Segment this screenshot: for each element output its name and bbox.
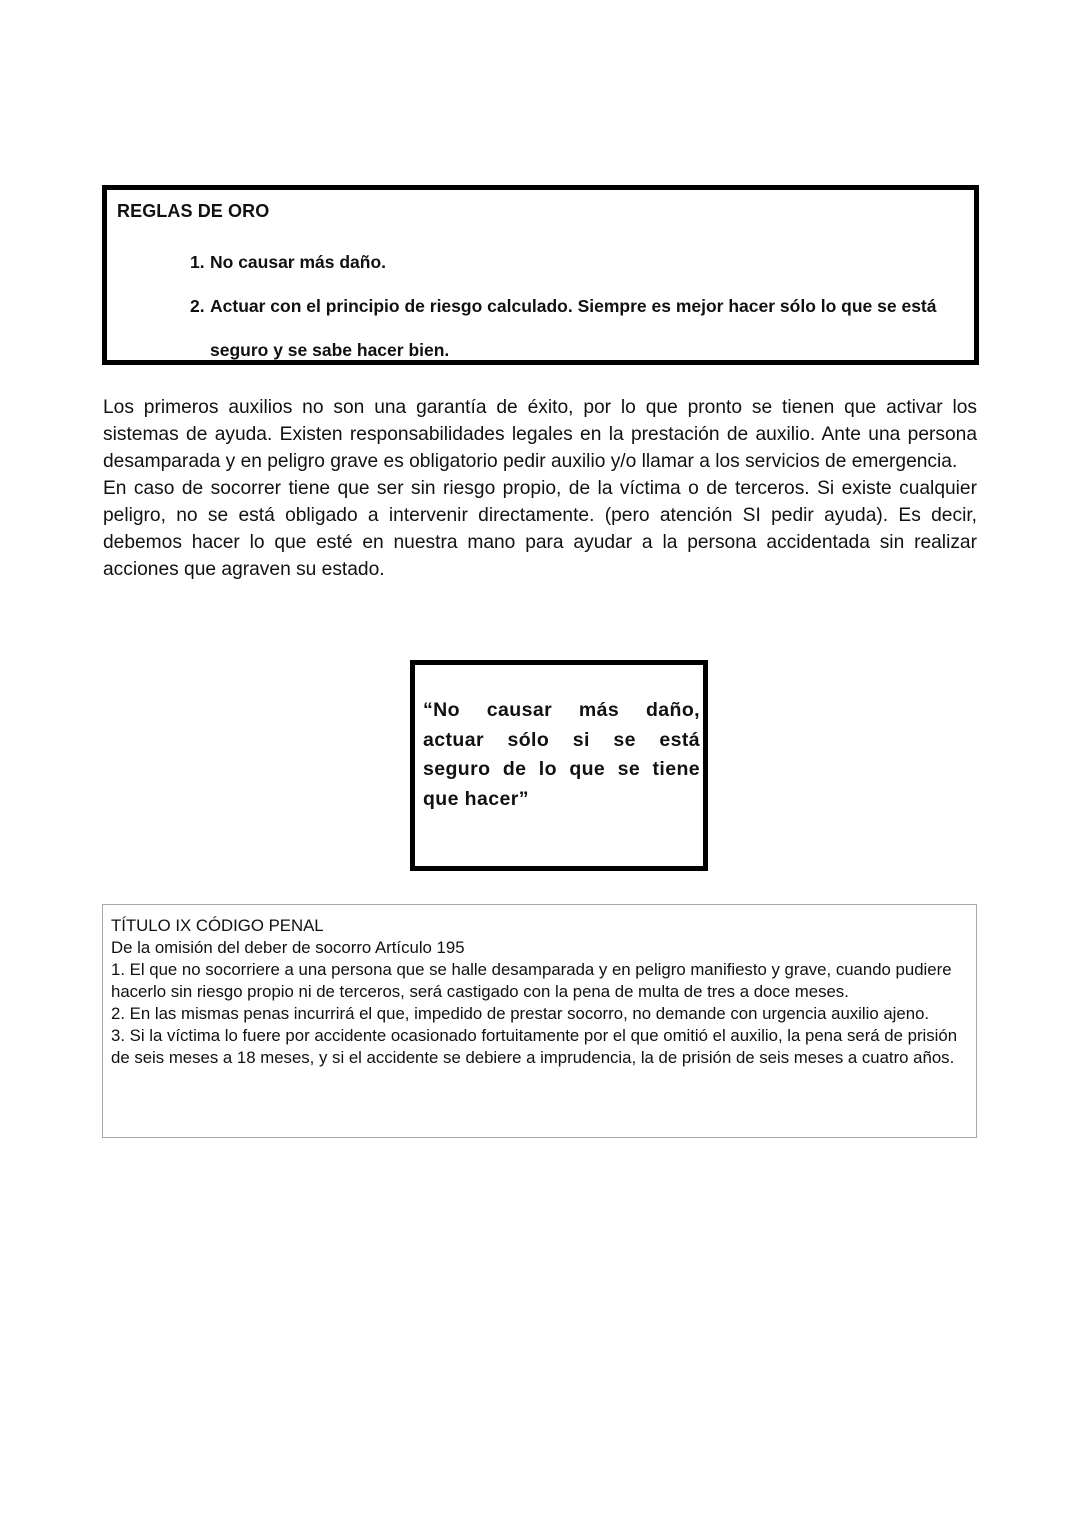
golden-rule-number: 1.	[190, 252, 205, 272]
penal-code-box	[102, 904, 977, 1138]
penal-code-item: 2. En las mismas penas incurrirá el que, impedido de prestar socorro, no demande con urgencia auxilio ajeno.	[111, 1004, 930, 1023]
golden-rule-text: No causar más daño.	[210, 252, 387, 272]
penal-code-text	[111, 915, 963, 1069]
penal-code-item: 1. El que no socorriere a una persona que se halle desamparada y en peligro manifiesto y grave, cuando pudiere hacerlo sin riesgo propio ni de terceros, será castigado con la pena de multa de tres a doce meses.	[111, 960, 952, 1001]
quote-box	[410, 660, 708, 871]
golden-rule-item	[190, 284, 970, 372]
penal-code-item: 3. Si la víctima lo fuere por accidente ocasionado fortuitamente por el que omitió el auxilio, la pena será de prisión de seis meses a 18 meses, y si el accidente se debiere a imprudencia, la de prisión de seis meses a cuatro años.	[111, 1026, 958, 1067]
golden-rule-number: 2.	[190, 296, 205, 316]
golden-rule-text: Actuar con el principio de riesgo calculado. Siempre es mejor hacer sólo lo que se está seguro y se sabe hacer bien.	[210, 296, 937, 360]
golden-rules-list	[190, 240, 970, 372]
golden-rule-item	[190, 240, 970, 284]
golden-rules-title: REGLAS DE ORO	[117, 201, 270, 221]
penal-code-subtitle: De la omisión del deber de socorro Artículo 195	[111, 938, 465, 957]
quote-text: “No causar más daño, actuar sólo si se está seguro de lo que se tiene que hacer”	[423, 699, 700, 810]
body-text	[103, 394, 977, 583]
penal-code-title: TÍTULO IX CÓDIGO PENAL	[111, 916, 324, 935]
golden-rules-box	[102, 185, 979, 365]
body-paragraph: En caso de socorrer tiene que ser sin riesgo propio, de la víctima o de terceros. Si existe cualquier peligro, no se está obligado a intervenir directamente. (pero atención SI pedir ayuda). Es decir, debemos hacer lo que esté en nuestra mano para ayudar a la persona accidentada sin realizar acciones que agraven su estado.	[103, 478, 977, 580]
body-paragraph: Los primeros auxilios no son una garantía de éxito, por lo que pronto se tienen que activar los sistemas de ayuda. Existen responsabilidades legales en la prestación de auxilio. Ante una persona desamparada y en peligro grave es obligatorio pedir auxilio y/o llamar a los servicios de emergencia.	[103, 397, 977, 472]
